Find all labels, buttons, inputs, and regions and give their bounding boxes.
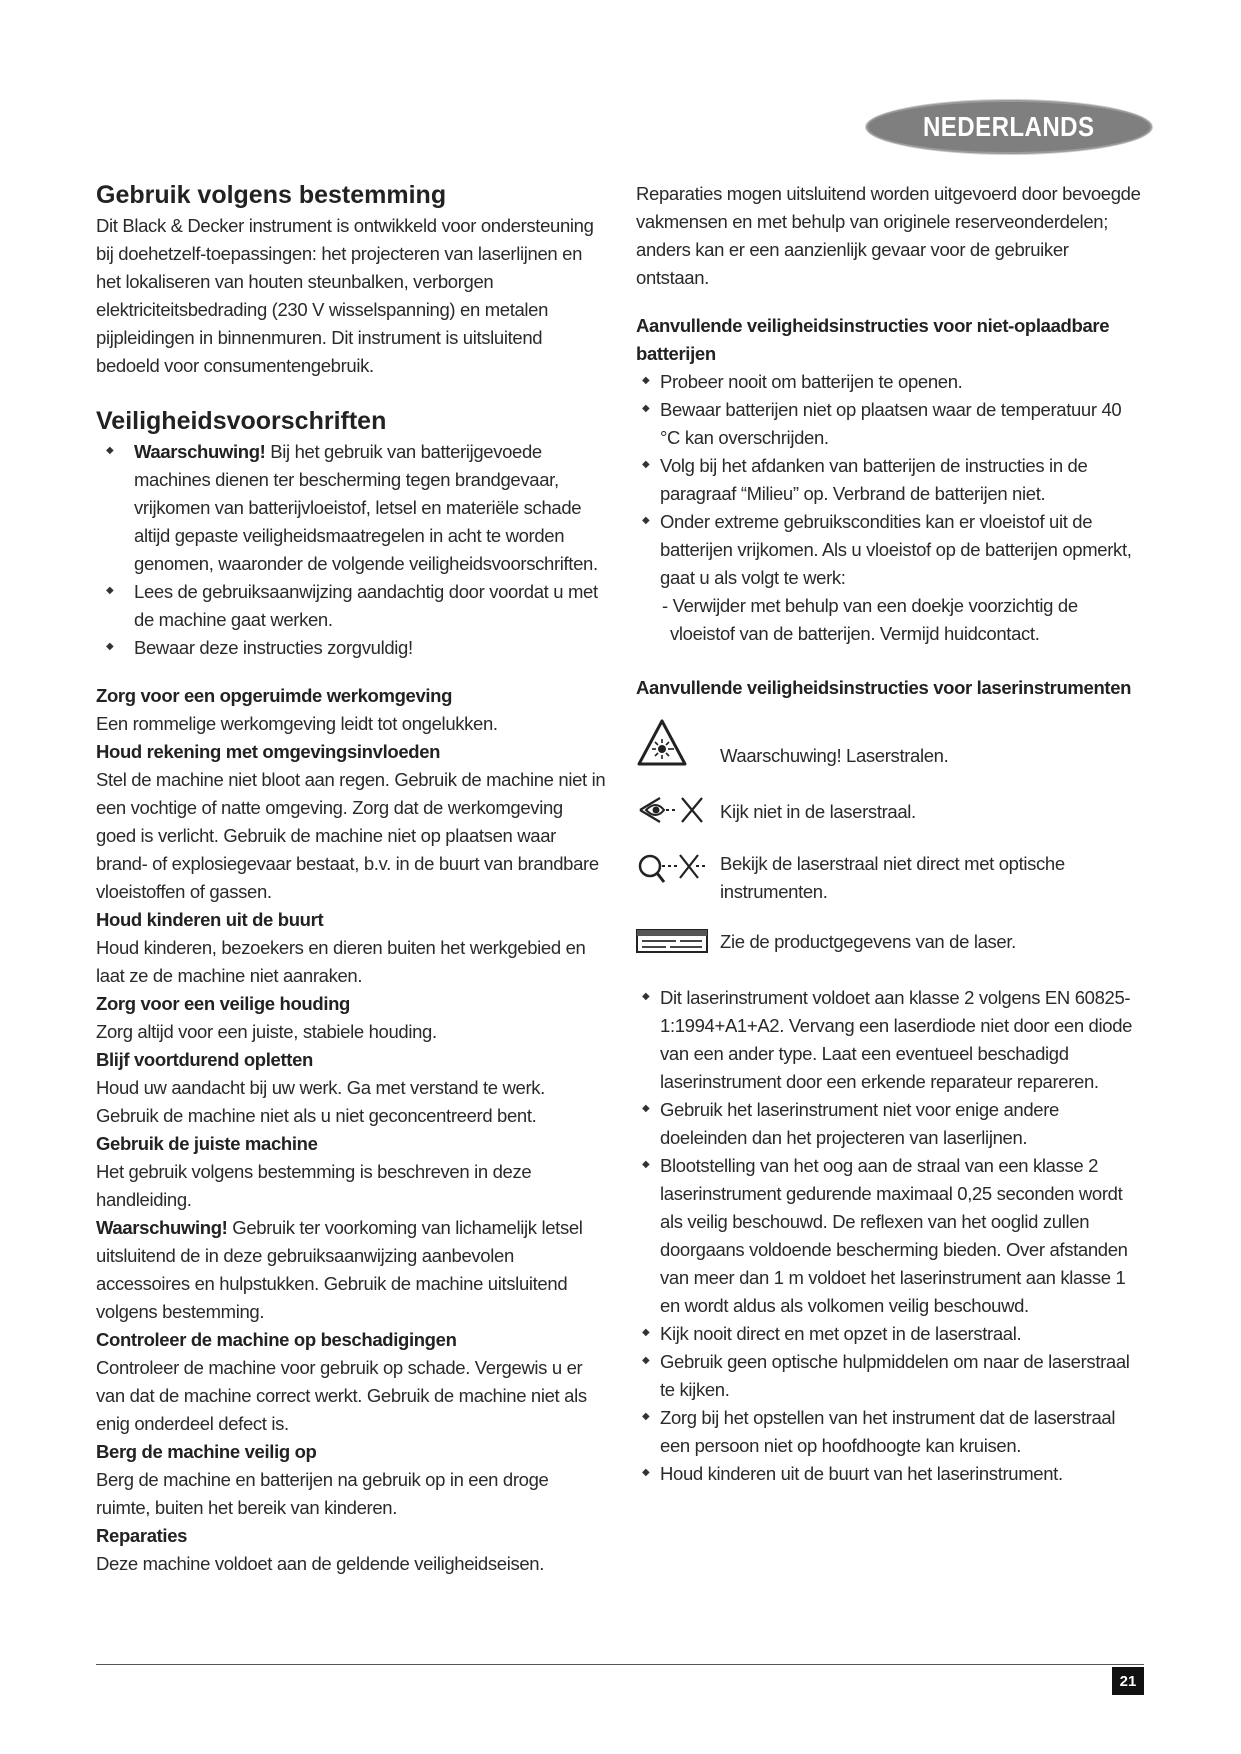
intended-use-title: Gebruik volgens bestemming bbox=[96, 181, 447, 209]
laser-bullet: ◆ Zorg bij het opstellen van het instrument dat de laserstraal een persoon niet op hoofdhoogte kan kruisen. bbox=[636, 1404, 1146, 1460]
repair-text: Reparaties mogen uitsluitend worden uitgevoerd door bevoegde vakmensen en met behulp van originele reserveonderdelen; anders kan er een aanzienlijk gevaar voor de gebruiker ontstaan. bbox=[636, 183, 1141, 288]
section-title-environment: Houd rekening met omgevingsinvloeden bbox=[96, 741, 441, 762]
laser-warning-text: Waarschuwing! Laserstralen. bbox=[720, 745, 949, 766]
section-title-stance: Zorg voor een veilige houding bbox=[96, 993, 351, 1014]
right-column bbox=[636, 180, 1146, 1488]
safety-bullet-read-manual: ◆ Lees de gebruiksaanwijzing aandachtig door voordat u met de machine gaat werken. bbox=[96, 578, 606, 634]
product-label-text: Zie de productgegevens van de laser. bbox=[720, 931, 1016, 952]
section-text-alert: Houd uw aandacht bij uw werk. Ga met verstand te werk. Gebruik de machine niet als u niet geconcentreerd bent. bbox=[96, 1077, 545, 1126]
section-text-stance: Zorg altijd voor een juiste, stabiele houding. bbox=[96, 1021, 437, 1042]
battery-bullet: ◆ Probeer nooit om batterijen te openen. bbox=[636, 368, 1146, 396]
laser-bullet: ◆ Blootstelling van het oog aan de straal van een klasse 2 laserinstrument gedurende maximaal 0,25 seconden wordt als veilig beschouwd. De reflexen van het ooglid zullen doorgaans voldoende bescherming bieden. Over afstanden van meer dan 1 m voldoet het laserinstrument aan klasse 1 en wordt aldus als volkomen veilig beschouwd. bbox=[636, 1152, 1146, 1320]
footer-rule bbox=[96, 1664, 1144, 1665]
laser-bullet-list bbox=[636, 984, 1146, 1488]
section-text-storage: Berg de machine en batterijen na gebruik op in een droge ruimte, buiten het bereik van kinderen. bbox=[96, 1469, 549, 1518]
symbol-row-no-optics bbox=[636, 850, 1146, 906]
section-title-workspace: Zorg voor een opgeruimde werkomgeving bbox=[96, 685, 453, 706]
laser-product-label-icon bbox=[636, 928, 720, 954]
laser-warning-icon bbox=[636, 718, 720, 768]
section-text-repairs: Deze machine voldoet aan de geldende veiligheidseisen. bbox=[96, 1553, 545, 1574]
section-text-damage: Controleer de machine voor gebruik op schade. Vergewis u er van dat de machine correct werkt. Gebruik de machine niet als enig onderdeel defect is. bbox=[96, 1357, 587, 1434]
section-title-damage: Controleer de machine op beschadigingen bbox=[96, 1329, 457, 1350]
symbol-row-laser-warning bbox=[636, 718, 1146, 770]
language-badge-label: NEDERLANDS bbox=[923, 111, 1095, 142]
safety-bullet-warning bbox=[96, 438, 606, 578]
section-text-children: Houd kinderen, bezoekers en dieren buiten het werkgebied en laat ze de machine niet aanraken. bbox=[96, 937, 586, 986]
laser-bullet: ◆ Houd kinderen uit de buurt van het laserinstrument. bbox=[636, 1460, 1146, 1488]
battery-sub-item: - Verwijder met behulp van een doekje voorzichtig de vloeistof van de batterijen. Vermijd huidcontact. bbox=[662, 595, 1078, 644]
section-text-environment: Stel de machine niet bloot aan regen. Gebruik de machine niet in een vochtige of natte omgeving. Zorg dat de werkomgeving goed is verlicht. Gebruik de machine niet op plaatsen waar brand- of explosiegevaar bestaat, b.v. in de buurt van brandbare vloeistoffen of gassen. bbox=[96, 769, 606, 902]
no-optics-text: Bekijk de laserstraal niet direct met optische instrumenten. bbox=[720, 853, 1065, 902]
battery-bullet: ◆ Bewaar batterijen niet op plaatsen waar de temperatuur 40 °C kan overschrijden. bbox=[636, 396, 1146, 452]
warning-text: Bij het gebruik van batterijgevoede machines dienen ter bescherming tegen brandgevaar, vrijkomen van batterijvloeistof, letsel en materiële schade altijd gepaste veiligheidsmaatregelen in acht te worden genomen, waaronder de volgende veiligheidsvoorschriften. bbox=[134, 441, 598, 574]
symbol-row-product-label bbox=[636, 928, 1146, 956]
safety-bullet-list bbox=[96, 438, 606, 662]
safety-title: Veiligheidsvoorschriften bbox=[96, 407, 387, 435]
section-title-repairs: Reparaties bbox=[96, 1525, 188, 1546]
battery-bullet: ◆ Onder extreme gebruikscondities kan er vloeistof uit de batterijen vrijkomen. Als u vloeistof op de batterijen opmerkt, gaat u als volgt te werk: bbox=[636, 508, 1146, 592]
section-warning-text: Gebruik ter voorkoming van lichamelijk letsel uitsluitend de in deze gebruiksaanwijzing aanbevolen accessoires en hulpstukken. Gebruik de machine uitsluitend volgens bestemming. bbox=[96, 1217, 583, 1322]
section-text-workspace: Een rommelige werkomgeving leidt tot ongelukken. bbox=[96, 713, 498, 734]
section-title-children: Houd kinderen uit de buurt bbox=[96, 909, 324, 930]
page-number: 21 bbox=[1112, 1667, 1144, 1695]
symbol-row-no-stare bbox=[636, 790, 1146, 830]
no-optical-instrument-icon bbox=[636, 850, 720, 890]
warning-label: Waarschuwing! bbox=[134, 441, 266, 462]
section-title-storage: Berg de machine veilig op bbox=[96, 1441, 317, 1462]
no-stare-text: Kijk niet in de laserstraal. bbox=[720, 801, 916, 822]
laser-bullet: ◆ Dit laserinstrument voldoet aan klasse 2 volgens EN 60825-1:1994+A1+A2. Vervang een laserdiode niet door een diode van een ander type. Laat een eventueel beschadigd laserinstrument door een erkende reparateur repareren. bbox=[636, 984, 1146, 1096]
battery-bullet: ◆ Volg bij het afdanken van batterijen de instructies in de paragraaf “Milieu” op. Verbrand de batterijen niet. bbox=[636, 452, 1146, 508]
section-title-alert: Blijf voortdurend opletten bbox=[96, 1049, 314, 1070]
section-warning-right-tool bbox=[96, 1214, 606, 1326]
laser-safety-title: Aanvullende veiligheidsinstructies voor laserinstrumenten bbox=[636, 677, 1132, 698]
safety-bullet-keep-instructions: ◆ Bewaar deze instructies zorgvuldig! bbox=[96, 634, 606, 662]
battery-bullet-list bbox=[636, 368, 1146, 592]
language-badge bbox=[866, 100, 1152, 154]
laser-bullet: ◆ Gebruik het laserinstrument niet voor enige andere doeleinden dan het projecteren van laserlijnen. bbox=[636, 1096, 1146, 1152]
intended-use-text: Dit Black & Decker instrument is ontwikkeld voor ondersteuning bij doehetzelf-toepassingen: het projecteren van laserlijnen en het lokaliseren van houten steunbalken, verborgen elektriciteitsbedrading (230 V wisselspanning) en metalen pijpleidingen in binnenmuren. Dit instrument is uitsluitend bedoeld voor consumentengebruik. bbox=[96, 215, 594, 376]
section-text-right-tool: Het gebruik volgens bestemming is beschreven in deze handleiding. bbox=[96, 1161, 532, 1210]
battery-safety-title: Aanvullende veiligheidsinstructies voor niet-oplaadbare batterijen bbox=[636, 315, 1110, 364]
section-title-right-tool: Gebruik de juiste machine bbox=[96, 1133, 318, 1154]
left-column bbox=[96, 180, 606, 1578]
laser-bullet: ◆ Gebruik geen optische hulpmiddelen om naar de laserstraal te kijken. bbox=[636, 1348, 1146, 1404]
section-warning-label: Waarschuwing! bbox=[96, 1217, 228, 1238]
laser-bullet: ◆ Kijk nooit direct en met opzet in de laserstraal. bbox=[636, 1320, 1146, 1348]
no-eye-contact-icon bbox=[636, 790, 720, 830]
